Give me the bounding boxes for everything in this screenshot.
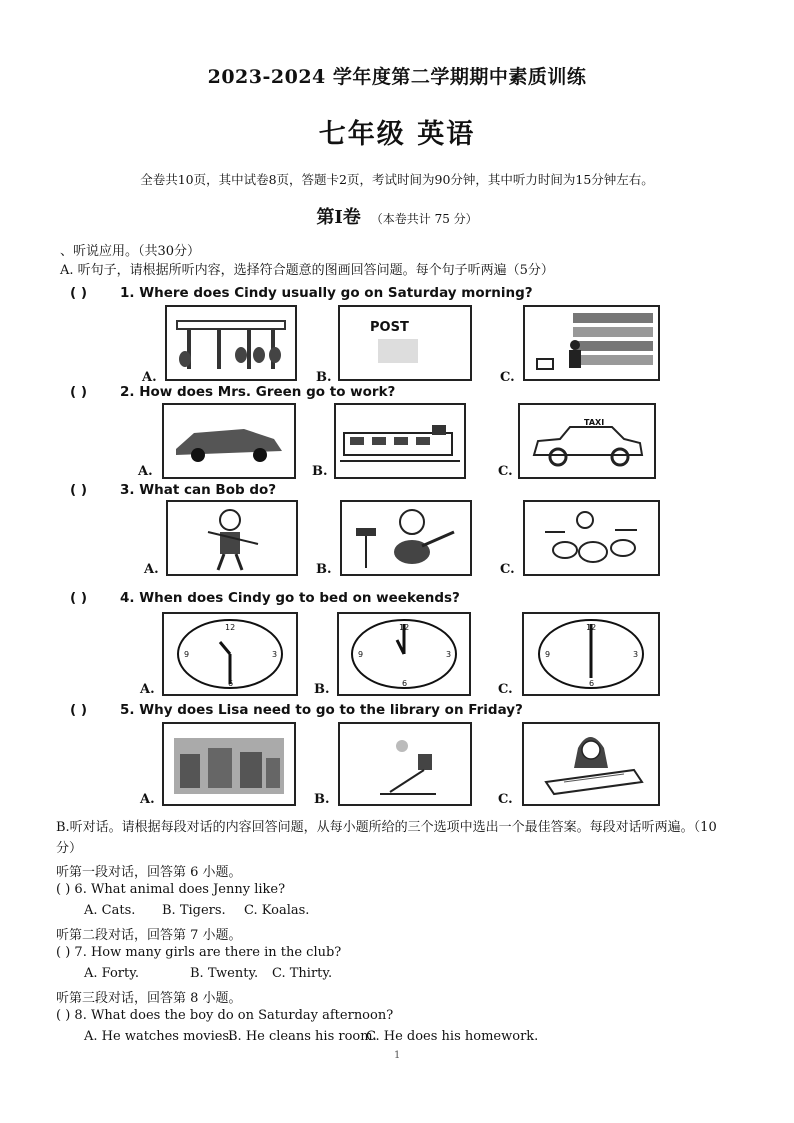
picture-q2-c[interactable] [518, 403, 656, 479]
question-text: 7. How many girls are there in the club? [74, 945, 342, 960]
question-1 [70, 285, 533, 301]
violin-boy-picture-icon [168, 502, 296, 574]
picture-q5-b[interactable] [338, 722, 472, 806]
picture-q1-b[interactable] [338, 305, 472, 381]
question-8 [56, 1008, 393, 1023]
section-heading [0, 203, 794, 229]
part-b-instruction: B.听对话。请根据每段对话的内容回答问题，从每小题所给的三个选项中选出一个最佳答案。每段对话听两遍。（10 [56, 820, 717, 835]
svg-text:9: 9 [545, 650, 551, 659]
question-7 [56, 945, 341, 960]
question-text: 1. Where does Cindy usually go on Saturday morning? [120, 285, 533, 301]
taxi-picture-icon [520, 405, 654, 477]
option-label-c: C. [500, 370, 515, 385]
choice-6c[interactable]: C. Koalas. [244, 903, 310, 918]
dialog-1-intro: 听第一段对话，回答第 6 小题。 [56, 865, 242, 880]
picture-q5-a[interactable] [162, 722, 296, 806]
option-label-a: A. [144, 562, 159, 577]
option-label-a: A. [140, 792, 155, 807]
section-title: 第Ⅰ卷 [316, 207, 361, 228]
crowd-picture-icon [164, 724, 294, 804]
supermarket-picture-icon [525, 307, 658, 379]
svg-text:9: 9 [358, 650, 364, 659]
picture-q3-a[interactable] [166, 500, 298, 576]
choice-8c[interactable]: C. He does his homework. [366, 1029, 539, 1044]
reading-girl-picture-icon [524, 724, 658, 804]
choice-6b[interactable]: B. Tigers. [162, 903, 226, 918]
picture-q2-b[interactable] [334, 403, 466, 479]
clock-icon [164, 614, 296, 694]
picture-q1-c[interactable] [523, 305, 660, 381]
picture-q4-c[interactable] [522, 612, 660, 696]
question-text: 4. When does Cindy go to bed on weekends? [120, 590, 460, 606]
choice-7b[interactable]: B. Twenty. [190, 966, 259, 981]
answer-blank[interactable]: ( ) [70, 384, 88, 400]
option-label-a: A. [142, 370, 157, 385]
picture-q5-c[interactable] [522, 722, 660, 806]
svg-text:3: 3 [633, 650, 639, 659]
part-b-instruction-cont: 分） [56, 841, 83, 856]
answer-blank[interactable]: ( ) [56, 945, 71, 960]
question-5 [70, 702, 523, 718]
answer-blank[interactable]: ( ) [56, 1008, 71, 1023]
guitar-boy-picture-icon [342, 502, 470, 574]
option-label-b: B. [316, 562, 332, 577]
question-3 [70, 482, 276, 498]
section-note: （本卷共计 75 分） [370, 212, 478, 226]
option-label-b: B. [312, 464, 328, 479]
option-label-c: C. [498, 682, 513, 697]
svg-text:9: 9 [184, 650, 190, 659]
picture-q1-a[interactable] [165, 305, 297, 381]
picture-q4-a[interactable] [162, 612, 298, 696]
part1-title: 、听说应用。（共30分） [60, 244, 201, 259]
answer-blank[interactable]: ( ) [70, 285, 88, 301]
question-4 [70, 590, 460, 606]
post-office-picture-icon [340, 307, 470, 379]
part-a-instruction: A. 听句子，请根据所听内容，选择符合题意的图画回答问题。每个句子听两遍（5分） [60, 263, 554, 278]
cleaning-picture-icon [340, 724, 470, 804]
question-text: 6. What animal does Jenny like? [74, 882, 286, 897]
post-sign: POST [370, 320, 409, 335]
choice-8b[interactable]: B. He cleans his room. [228, 1029, 377, 1044]
answer-blank[interactable]: ( ) [70, 590, 88, 606]
choice-7a[interactable]: A. Forty. [84, 966, 139, 981]
svg-text:3: 3 [446, 650, 452, 659]
svg-text:12: 12 [586, 623, 597, 632]
answer-blank[interactable]: ( ) [70, 702, 88, 718]
dialog-2-intro: 听第二段对话，回答第 7 小题。 [56, 928, 242, 943]
exam-info: 全卷共10页，其中试卷8页，答题卡2页，考试时间为90分钟，其中听力时间为15分钟左右。 [140, 172, 654, 187]
question-text: 3. What can Bob do? [120, 482, 277, 498]
choice-6a[interactable]: A. Cats. [84, 903, 136, 918]
option-label-a: A. [140, 682, 155, 697]
car-picture-icon [164, 405, 294, 477]
clock-icon [339, 614, 469, 694]
svg-text:6: 6 [589, 679, 595, 688]
building-picture-icon [167, 307, 295, 379]
svg-text:6: 6 [402, 679, 408, 688]
question-6 [56, 882, 285, 897]
answer-blank[interactable]: ( ) [56, 882, 71, 897]
svg-text:12: 12 [399, 623, 410, 632]
picture-q3-b[interactable] [340, 500, 472, 576]
option-label-c: C. [498, 464, 513, 479]
svg-text:3: 3 [272, 650, 278, 659]
taxi-sign: TAXI [584, 418, 605, 427]
choice-7c[interactable]: C. Thirty. [272, 966, 333, 981]
picture-q4-b[interactable] [337, 612, 471, 696]
clock-icon [524, 614, 658, 694]
option-label-a: A. [138, 464, 153, 479]
page-mark: 1 [394, 1050, 401, 1061]
picture-q3-c[interactable] [523, 500, 660, 576]
question-text: 5. Why does Lisa need to go to the library on Friday? [120, 702, 523, 718]
option-label-b: B. [314, 682, 330, 697]
svg-text:6: 6 [228, 679, 234, 688]
drums-picture-icon [525, 502, 658, 574]
option-label-b: B. [316, 370, 332, 385]
exam-title: 2023-2024 学年度第二学期期中素质训练 [207, 66, 587, 88]
question-text: 2. How does Mrs. Green go to work? [120, 384, 396, 400]
option-label-b: B. [314, 792, 330, 807]
svg-text:12: 12 [225, 623, 236, 632]
question-text: 8. What does the boy do on Saturday afternoon? [74, 1008, 394, 1023]
option-label-c: C. [500, 562, 515, 577]
answer-blank[interactable]: ( ) [70, 482, 88, 498]
question-2 [70, 384, 395, 400]
choice-8a[interactable]: A. He watches movies. [84, 1029, 234, 1044]
option-label-c: C. [498, 792, 513, 807]
picture-q2-a[interactable] [162, 403, 296, 479]
exam-subject: 七年级 英语 [318, 119, 476, 150]
dialog-3-intro: 听第三段对话，回答第 8 小题。 [56, 991, 242, 1006]
train-picture-icon [336, 405, 464, 477]
